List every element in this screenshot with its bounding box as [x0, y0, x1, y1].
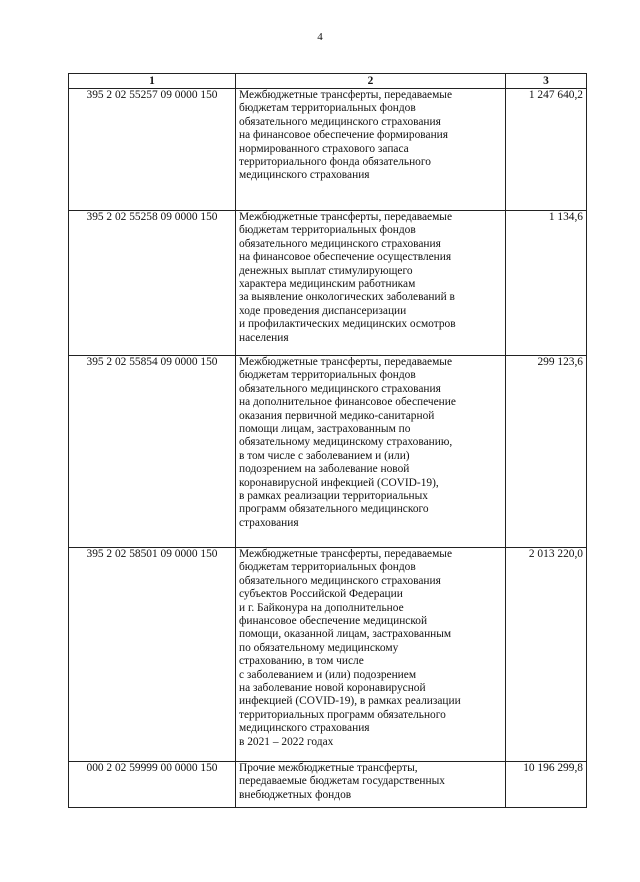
row-amount: 1 247 640,2	[506, 89, 587, 211]
description-line: программ обязательного медицинского	[239, 503, 429, 516]
description-line: подозрением на заболевание новой	[239, 463, 410, 476]
description-line: Межбюджетные трансферты, передаваемые	[239, 548, 453, 560]
description-line: и г. Байконура на дополнительное	[239, 601, 404, 614]
table-row	[69, 211, 587, 356]
description-line: бюджетам территориальных фондов	[239, 561, 416, 574]
description-line: с заболеванием и (или) подозрением	[239, 668, 417, 681]
table-row	[69, 548, 587, 762]
description-line: на заболевание новой коронавирусной	[239, 682, 426, 695]
table-row	[69, 89, 587, 211]
description-line: медицинского страхования	[239, 722, 370, 735]
description-line: населения	[239, 331, 289, 344]
table-row	[69, 762, 587, 808]
description-line: обязательного медицинского страхования	[239, 115, 441, 128]
description-line: страхования	[239, 516, 299, 529]
description-line: по обязательному медицинскому	[239, 641, 399, 654]
description-line: страхованию, в том числе	[239, 655, 364, 668]
description-line: обязательного медицинского страхования	[239, 574, 441, 587]
description-line: территориальных программ обязательного	[239, 708, 446, 721]
table-row	[69, 356, 587, 548]
description-line: субъектов Российской Федерации	[239, 588, 403, 601]
row-amount: 10 196 299,8	[506, 762, 587, 808]
description-line: обязательного медицинского страхования	[239, 237, 441, 250]
description-line: на финансовое обеспечение формирования	[239, 129, 449, 142]
row-code: 395 2 02 58501 09 0000 150	[69, 548, 236, 762]
description-line: обязательного медицинского страхования	[239, 382, 441, 395]
description-line: помощи, оказанной лицам, застрахованным	[239, 628, 452, 641]
description-line: на финансовое обеспечение осуществления	[239, 251, 452, 264]
page-number: 4	[317, 31, 323, 43]
description-line: денежных выплат стимулирующего	[239, 264, 413, 277]
row-code: 395 2 02 55257 09 0000 150	[69, 89, 236, 211]
row-description	[236, 356, 506, 548]
description-line: бюджетам территориальных фондов	[239, 224, 416, 237]
description-line: нормированного страхового запаса	[239, 142, 409, 155]
table-body	[69, 89, 587, 808]
description-line: передаваемые бюджетам государственных	[239, 775, 445, 788]
column-header-1: 1	[69, 74, 236, 89]
description-line: помощи лицам, застрахованным по	[239, 423, 411, 436]
description-line: бюджетам территориальных фондов	[239, 369, 416, 382]
description-line: территориального фонда обязательного	[239, 156, 431, 169]
description-line: характера медицинским работникам	[239, 278, 416, 291]
row-code: 395 2 02 55854 09 0000 150	[69, 356, 236, 548]
row-amount: 299 123,6	[506, 356, 587, 548]
row-code: 395 2 02 55258 09 0000 150	[69, 211, 236, 356]
description-line: финансовое обеспечение медицинской	[239, 615, 428, 628]
description-line: коронавирусной инфекцией (COVID-19),	[239, 476, 439, 489]
row-description	[236, 211, 506, 356]
description-line: ходе проведения диспансеризации	[239, 304, 407, 317]
budget-table	[68, 73, 587, 808]
description-line: в рамках реализации территориальных	[239, 490, 428, 503]
row-description	[236, 548, 506, 762]
row-description	[236, 762, 506, 808]
description-line: и профилактических медицинских осмотров	[239, 318, 456, 331]
row-description	[236, 89, 506, 211]
description-line: Межбюджетные трансферты, передаваемые	[239, 356, 453, 368]
description-line: медицинского страхования	[239, 169, 370, 182]
description-line: за выявление онкологических заболеваний в	[239, 291, 455, 304]
column-header-3: 3	[506, 74, 587, 89]
table-header-row	[69, 74, 587, 89]
row-code: 000 2 02 59999 00 0000 150	[69, 762, 236, 808]
description-line: на дополнительное финансовое обеспечение	[239, 396, 456, 409]
row-amount: 2 013 220,0	[506, 548, 587, 762]
column-header-2: 2	[236, 74, 506, 89]
row-amount: 1 134,6	[506, 211, 587, 356]
description-line: Прочие межбюджетные трансферты,	[239, 762, 418, 774]
description-line: инфекцией (COVID-19), в рамках реализации	[239, 695, 461, 708]
description-line: бюджетам территориальных фондов	[239, 102, 416, 115]
description-line: внебюджетных фондов	[239, 788, 352, 801]
description-line: оказания первичной медико-санитарной	[239, 409, 435, 422]
description-line: в том числе с заболеванием и (или)	[239, 449, 410, 462]
description-line: в 2021 – 2022 годах	[239, 735, 334, 748]
description-line: обязательному медицинскому страхованию,	[239, 436, 453, 449]
description-line: Межбюджетные трансферты, передаваемые	[239, 89, 453, 101]
description-line: Межбюджетные трансферты, передаваемые	[239, 211, 453, 223]
